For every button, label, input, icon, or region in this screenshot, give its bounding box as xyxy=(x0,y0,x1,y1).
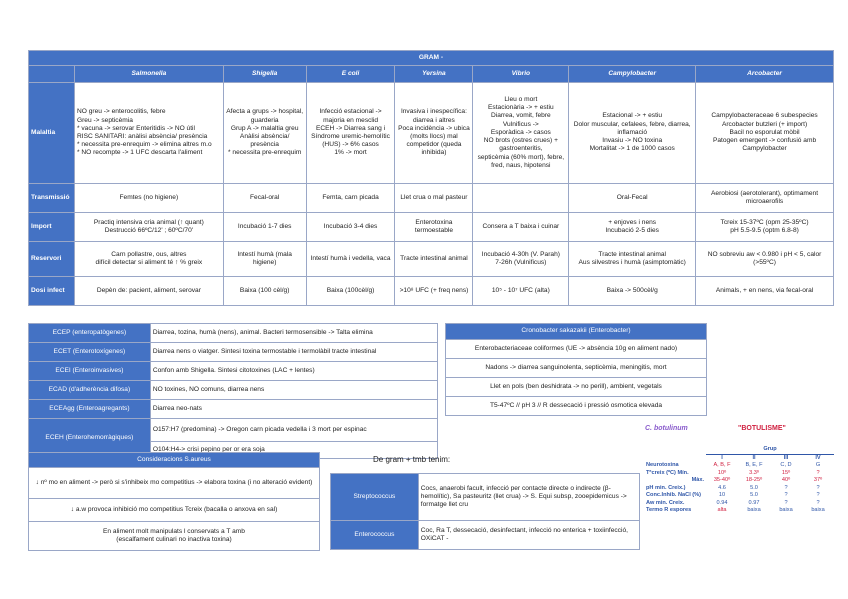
ecoli-row xyxy=(29,343,438,362)
ecoli-type-name: ECAD (d'adherència difosa) xyxy=(29,381,151,400)
table-cell: Animals, + en nens, via fecal-oral xyxy=(696,277,834,306)
botulism-value: 40º xyxy=(781,477,791,484)
group-header: IV xyxy=(802,454,834,462)
saureus-table xyxy=(28,452,320,551)
table-cell: Baixa -> 500cèl/g xyxy=(569,277,696,306)
column-header-4: Vibrio xyxy=(473,66,569,83)
botulism-value: 5.0 xyxy=(750,492,758,499)
botulism-value: baixa xyxy=(747,507,761,514)
table-row xyxy=(331,521,640,550)
botulism-value: ? xyxy=(784,484,788,491)
gram-negative-title: GRAM - xyxy=(29,51,834,66)
ecoli-type-desc: Diarrea neo-nats xyxy=(150,400,437,419)
botulism-title: "BOTULISME" xyxy=(738,425,786,432)
botulism-value: 0.97 xyxy=(748,499,760,506)
table-cell: Infecció estacional -> majoria en mesclid ECEH -> Diarrea sang i Síndrome uremic-hemolític (HUS) -> 6% casos 1% -> mort xyxy=(306,83,395,184)
botulism-value: G xyxy=(815,462,821,469)
gram-negative-table xyxy=(28,50,834,306)
column-header-2: E coli xyxy=(306,66,395,83)
table-cell: Tracte intestinal animal Aus silvestres i humà (asimptomàtic) xyxy=(569,242,696,277)
ecoli-type-name: ECEI (Enteroinvasives) xyxy=(29,362,151,381)
cronobacter-item: Enterobacteriaceae coliformes (UE -> absència 10g en aliment nado) xyxy=(446,340,707,359)
group-header: III xyxy=(770,454,802,462)
saureus-item: ↓ a.w provoca inhibició mo competitius Tcreix (bacalla o anxova en sal) xyxy=(29,499,320,522)
gram-positive-name: Streptococcus xyxy=(331,474,419,521)
ecoli-type-desc: Diarrea, tozina, humà (nens), animal. Bacteri termosensible -> Talta elimina xyxy=(150,324,437,343)
table-row xyxy=(29,213,834,242)
botulism-value: C, D xyxy=(780,462,792,469)
list-item xyxy=(29,522,320,551)
column-header-1: Shigella xyxy=(223,66,306,83)
table-cell: Aerobiosi (aerotolerant), optimament microaerofils xyxy=(696,184,834,213)
botulism-value: baixa xyxy=(811,507,825,514)
cronobacter-item: T5-47ºC // pH 3 // R dessecació i pressió osmotica elevada xyxy=(446,397,707,416)
botulism-value: ? xyxy=(816,492,820,499)
botulism-value: alta xyxy=(717,507,727,514)
ecoli-row xyxy=(29,362,438,381)
list-item xyxy=(446,397,707,416)
table-cell: Estacional -> + estiu Dolor muscular, cefalees, febre, diarrea, inflamació Invasiu -> NO toxina Mortalitat -> 1 de 1000 casos xyxy=(569,83,696,184)
ecoli-type-desc: Diarrea nens o viatger. Sintesi toxina termostable i termolàbil tracte intestinal xyxy=(150,343,437,362)
botulism-row-label: Neurotoxina xyxy=(646,462,679,469)
ecoli-row xyxy=(29,381,438,400)
table-row xyxy=(644,507,834,515)
table-cell: Depèn de: pacient, aliment, serovar xyxy=(74,277,223,306)
row-label-malaltia: Malaltia xyxy=(29,83,75,184)
column-header-5: Campylobacter xyxy=(569,66,696,83)
table-cell: Campylobacteraceae 6 subespecies Arcobacter butzleri (+ import) Bacil no esporulat mòbil Patogen emergent -> confusió amb Campylobacter xyxy=(696,83,834,184)
gram-positive-desc: Cocs, anaerobi facult, infecció per contacte directe o indirecte (β-hemolític), Sa pasteuritz (llet crua) -> S. Equi subsp, zooepidemicus -> formatge llet cru xyxy=(418,474,639,521)
botulism-table xyxy=(644,446,834,515)
table-row xyxy=(29,83,834,184)
table-row xyxy=(29,184,834,213)
list-item xyxy=(446,378,707,397)
list-item xyxy=(446,340,707,359)
table-cell: Lleu o mort Estacionària -> + estiu Diarrea, vomit, febre Vulnificus -> Esporàdica -> casos NO brots (ostres crues) + gastroenteritis, septicèmia (60% mort), febre, fred, naus, hipotensi xyxy=(473,83,569,184)
table-cell: Femtes (no higiene) xyxy=(74,184,223,213)
table-cell: Baixa (100cèl/g) xyxy=(306,277,395,306)
column-header-3: Yersina xyxy=(395,66,473,83)
ecoli-type-name: ECEAgg (Enteroagregants) xyxy=(29,400,151,419)
table-cell: + enjoves i nens Incubació 2-5 dies xyxy=(569,213,696,242)
botulism-value: 10º xyxy=(717,469,727,476)
botulism-row-label: Aw min. Creix. xyxy=(646,499,685,506)
botulism-row-label: pH min. Creix.) xyxy=(646,484,686,491)
group-header: I xyxy=(706,454,738,462)
group-header: II xyxy=(738,454,770,462)
ecoli-row xyxy=(29,400,438,419)
botulism-value: 18-25º xyxy=(745,477,763,484)
table-cell xyxy=(473,184,569,213)
list-item xyxy=(446,359,707,378)
list-item xyxy=(29,499,320,522)
gram-positive-name: Enterococcus xyxy=(331,521,419,550)
gram-positive-title: De gram + tmb tenim: xyxy=(373,455,451,464)
botulism-value: ? xyxy=(784,492,788,499)
table-row xyxy=(331,474,640,521)
ecoli-type-name: ECEP (enteropatògenes) xyxy=(29,324,151,343)
botulism-row-label: Màx. xyxy=(691,477,704,484)
table-cell: Llet crua o mal pasteur xyxy=(395,184,473,213)
table-row xyxy=(29,277,834,306)
cronobacter-item: Nadons -> diarrea sanguinolenta, septicèmia, meningitis, mort xyxy=(446,359,707,378)
saureus-item: En aliment molt manipulats l conservats a T amb (escalfament culinari no inactiva toxina) xyxy=(29,522,320,551)
table-cell: Incubació 4-30h (V. Parah) 7-26h (Vulnificus) xyxy=(473,242,569,277)
table-cell: Intestí humà (mala higiene) xyxy=(223,242,306,277)
ecoli-types-table xyxy=(28,323,438,459)
botulism-row-label: Termo R espores xyxy=(646,507,692,514)
table-cell: Tcreix 15-37ºC (opm 25-35ºC) pH 5.5-9.5 (optm 6.8-8) xyxy=(696,213,834,242)
ecoli-type-desc: Confon amb Shigella. Sintesi citotoxines (LAC + lentes) xyxy=(150,362,437,381)
botulism-value: ? xyxy=(816,484,820,491)
botulism-value: ? xyxy=(816,469,820,476)
table-cell: Enterotoxina termoestable xyxy=(395,213,473,242)
table-row xyxy=(644,485,834,493)
table-cell: Fecal-oral xyxy=(223,184,306,213)
botulism-value: 5.0 xyxy=(750,484,758,491)
table-cell: Tracte intestinal animal xyxy=(395,242,473,277)
group-label: Grup xyxy=(763,446,777,452)
corner-cell xyxy=(29,66,75,83)
botulism-value: ? xyxy=(784,499,788,506)
botulism-value: B, E, F xyxy=(745,462,763,469)
table-cell: Invasiva i inespecífica: diarrea i altres Poca incidència -> ubica (molts llocs) mal competidor (queda inhibida) xyxy=(395,83,473,184)
list-item xyxy=(29,468,320,499)
group-header-row xyxy=(644,454,834,462)
cronobacter-title: Cronobacter sakazakii (Enterobacter) xyxy=(446,324,707,340)
gram-positive-desc: Coc, Ra T, dessecació, desinfectant, infecció no enterica + toxiinfecció, OXiCAT - xyxy=(418,521,639,550)
table-cell: 10⁵ - 10⁷ UFC (alta) xyxy=(473,277,569,306)
botulism-value: baixa xyxy=(779,507,793,514)
table-cell: Intestí humà i vedella, vaca xyxy=(306,242,395,277)
cronobacter-item: Llet en pols (ben deshidrata -> no perill), ambient, vegetals xyxy=(446,378,707,397)
botulism-value: A, B, F xyxy=(713,462,731,469)
botulinum-species: C. botulinum xyxy=(645,425,688,432)
table-cell: NO sobreviu aw < 0.980 i pH < 5, calor (>55ºC) xyxy=(696,242,834,277)
ecoli-row xyxy=(29,419,438,442)
table-cell: Incubació 3-4 dies xyxy=(306,213,395,242)
column-header-6: Arcobacter xyxy=(696,66,834,83)
table-cell: NO greu -> enterocolitis, febre Greu -> septicèmia * vacuna -> serovar Enteritidis -> NO útil RISC SANITARI: anàlisi absència/ presència * necessita pre-enrequim -> elimina altres m.o * NO recompte -> 1 UFC descarta l'aliment xyxy=(74,83,223,184)
botulism-value: 10 xyxy=(718,492,726,499)
table-cell: Carn pollastre, ous, altres difícil detectar si aliment té ↑ % greix xyxy=(74,242,223,277)
saureus-title: Consideracions S.aureus xyxy=(29,453,320,468)
table-cell: Oral-Fecal xyxy=(569,184,696,213)
gram-positive-table xyxy=(330,473,640,550)
botulism-row-label: Tªcreix (ºC) Mín. xyxy=(646,469,689,476)
table-row xyxy=(644,462,834,470)
ecoli-type-name: ECET (Enterotoxígenes) xyxy=(29,343,151,362)
table-row xyxy=(644,477,834,485)
botulism-value: 37º xyxy=(813,477,823,484)
table-cell: Baixa (100 cèl/g) xyxy=(223,277,306,306)
botulism-value: 3.3º xyxy=(749,469,759,476)
botulism-value: 15º xyxy=(781,469,791,476)
botulism-value: ? xyxy=(816,499,820,506)
column-header-0: Salmonella xyxy=(74,66,223,83)
table-row xyxy=(644,500,834,508)
cronobacter-table xyxy=(445,323,707,416)
row-label-import: Import xyxy=(29,213,75,242)
table-cell: Afecta a grups -> hospital, guarderia Grup A -> malaltia greu Anàlisi absència/ presència * necessita pre-enrequim xyxy=(223,83,306,184)
table-row xyxy=(29,242,834,277)
table-cell: Incubació 1-7 dies xyxy=(223,213,306,242)
table-row xyxy=(644,470,834,478)
table-cell: Practiq intensiva cria animal (↑ quant) Destrucció 66ºC/12' ; 60ºC/70' xyxy=(74,213,223,242)
botulism-value: 0.94 xyxy=(716,499,728,506)
botulism-value: 4.6 xyxy=(718,484,726,491)
ecoli-type-desc: O104:H4-> crisi pepino per or era soja xyxy=(150,442,437,459)
botulism-row-label: Conc.Inhib. NaCl (%) xyxy=(646,492,702,499)
ecoli-type-desc: O157:H7 (predomina) -> Oregon carn picada vedella i 3 mort per espinac xyxy=(150,419,437,442)
row-label-dosi-infect: Dosi infect xyxy=(29,277,75,306)
botulism-value: 35-40º xyxy=(713,477,731,484)
table-cell: >10⁸ UFC (+ freq nens) xyxy=(395,277,473,306)
saureus-item: ↓ nº mo en aliment -> però si s'inhibeix mo competitius -> elabora toxina (i no alteració evident) xyxy=(29,468,320,499)
column-header-row xyxy=(29,66,834,83)
row-label-transmissió: Transmissió xyxy=(29,184,75,213)
ecoli-type-desc: NO toxines, NO comuns, diarrea nens xyxy=(150,381,437,400)
table-row xyxy=(644,492,834,500)
row-label-reservori: Reservori xyxy=(29,242,75,277)
table-cell: Femta, carn picada xyxy=(306,184,395,213)
table-cell: Consera a T baixa i cuinar xyxy=(473,213,569,242)
ecoli-row xyxy=(29,324,438,343)
ecoli-type-name: ECEH (Enterohemorràgiques) xyxy=(29,419,151,459)
